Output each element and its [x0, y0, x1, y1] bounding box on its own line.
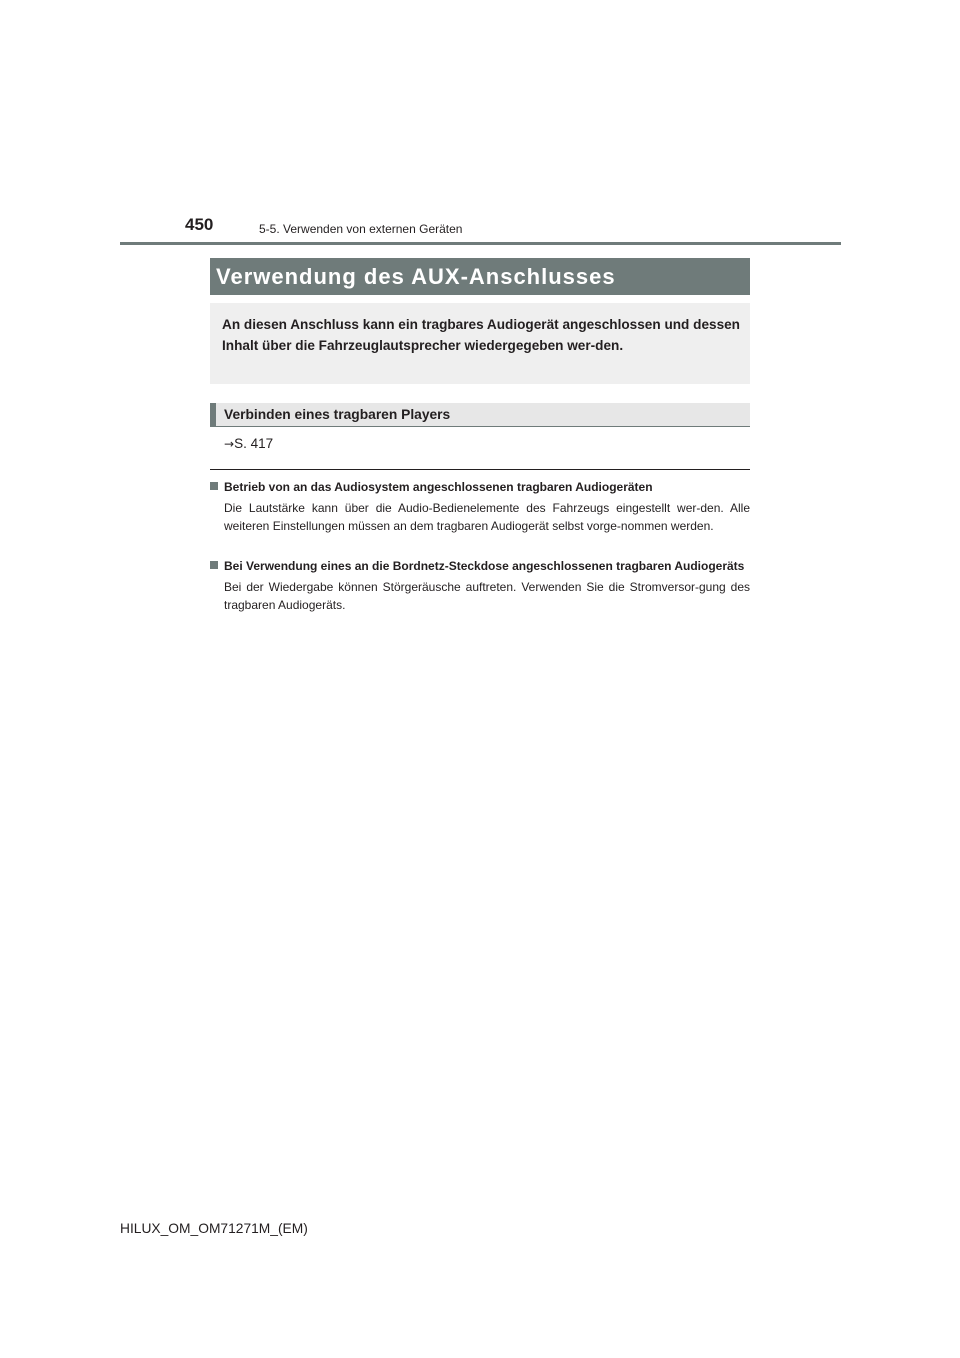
intro-box: An diesen Anschluss kann ein tragbares Audiogerät angeschlossen und dessen Inhalt über die Fahrzeuglautsprecher wiedergegeben wer-den. — [210, 303, 750, 384]
note-item — [210, 557, 750, 614]
arrow-right-icon: → — [224, 437, 235, 451]
title-bar — [210, 258, 750, 295]
page-reference[interactable] — [224, 436, 273, 451]
square-bullet-icon — [210, 482, 218, 490]
subsection-heading: Verbinden eines tragbaren Players — [210, 403, 750, 427]
document-code: HILUX_OM_OM71271M_(EM) — [120, 1221, 308, 1236]
page-reference-text: S. 417 — [234, 436, 274, 451]
note-body: Die Lautstärke kann über die Audio-Bedienelemente des Fahrzeugs eingestellt wer-den. Alle weiteren Einstellungen müssen an dem tragbaren Audiogerät selbst vorge-nommen werden. — [224, 501, 750, 533]
header-divider — [120, 242, 841, 245]
square-bullet-icon — [210, 561, 218, 569]
page-title: Verwendung des AUX-Anschlusses — [216, 263, 616, 289]
note-title: Betrieb von an das Audiosystem angeschlossenen tragbaren Audiogeräten — [224, 480, 653, 494]
notes-divider — [210, 469, 750, 470]
note-title: Bei Verwendung eines an die Bordnetz-Steckdose angeschlossenen tragbaren Audiogeräts — [224, 559, 745, 573]
note-body: Bei der Wiedergabe können Störgeräusche auftreten. Verwenden Sie die Stromversor-gung des tragbaren Audiogeräts. — [224, 580, 750, 612]
note-item — [210, 478, 750, 535]
section-title: 5-5. Verwenden von externen Geräten — [259, 222, 463, 236]
page-number: 450 — [185, 215, 214, 234]
